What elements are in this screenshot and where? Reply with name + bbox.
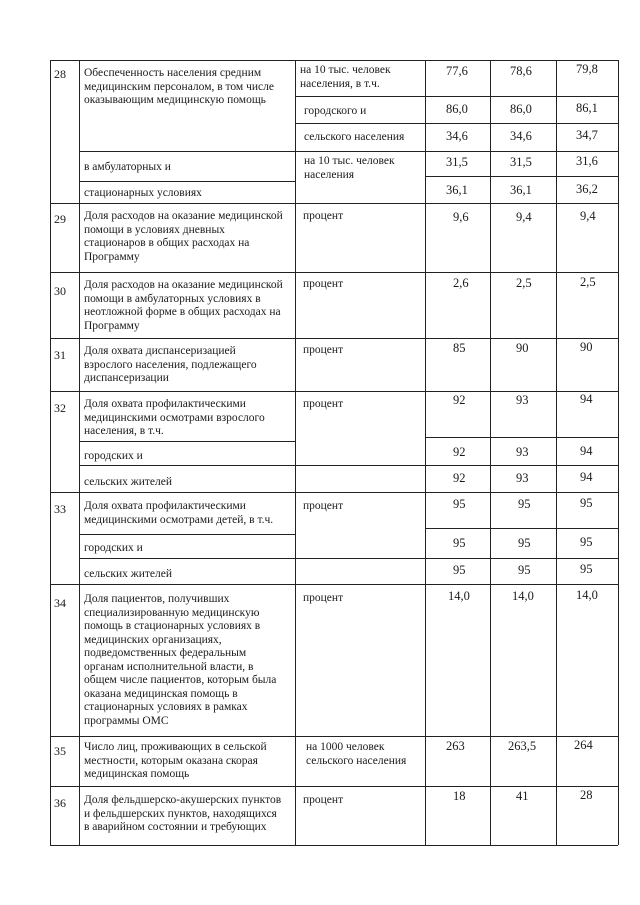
row-line xyxy=(425,176,618,177)
unit-text: городского и xyxy=(304,105,367,117)
value-cell: 2,6 xyxy=(453,276,469,290)
value-cell: 34,7 xyxy=(576,128,598,142)
value-cell: 93 xyxy=(516,393,529,407)
unit-text: сельского населения xyxy=(304,131,405,143)
unit-text: на 10 тыс. человек населения xyxy=(304,155,395,181)
row-number: 30 xyxy=(54,284,66,298)
row-line xyxy=(79,181,295,182)
indicator-text: стационарных условиях xyxy=(84,187,202,199)
value-cell: 31,6 xyxy=(576,154,598,168)
row-line xyxy=(79,441,295,442)
value-cell: 14,0 xyxy=(512,589,534,603)
indicator-text: городских и xyxy=(84,542,143,554)
value-cell: 34,6 xyxy=(446,129,468,143)
row-number: 32 xyxy=(54,401,66,415)
value-cell: 86,0 xyxy=(446,102,468,116)
unit-text: процент xyxy=(303,210,344,222)
table-border-left xyxy=(50,60,51,845)
value-cell: 93 xyxy=(516,471,529,485)
value-cell: 34,6 xyxy=(510,129,532,143)
indicator-text: Доля охвата диспансеризацией взрослого населения, подлежащего диспансеризации xyxy=(84,345,257,384)
value-cell: 94 xyxy=(580,470,593,484)
indicator-text: сельских жителей xyxy=(84,568,173,580)
value-cell: 86,1 xyxy=(576,101,598,115)
row-line xyxy=(50,786,618,787)
column-divider-indicator xyxy=(79,60,80,845)
column-divider-value3 xyxy=(556,60,557,845)
value-cell: 41 xyxy=(516,789,529,803)
column-divider-value1 xyxy=(425,60,426,845)
indicator-text: Доля охвата профилактическими медицинскими осмотрами детей, в т.ч. xyxy=(84,500,274,526)
unit-text: процент xyxy=(303,344,344,356)
value-cell: 9,4 xyxy=(516,210,532,224)
indicator-text: Доля охвата профилактическими медицинскими осмотрами взрослого населения, в т.ч. xyxy=(84,398,265,437)
value-cell: 36,1 xyxy=(446,183,468,197)
row-line xyxy=(79,558,618,559)
value-cell: 264 xyxy=(574,738,593,752)
row-line xyxy=(50,845,618,846)
value-cell: 14,0 xyxy=(576,588,598,602)
row-number: 35 xyxy=(54,744,66,758)
value-cell: 95 xyxy=(453,536,466,550)
row-number: 36 xyxy=(54,796,66,810)
indicator-text: Доля пациентов, получивших специализированную медицинскую помощь в стационарных условиях в медицинских организациях, подведомственных федеральным органам исполнительной власти, в общем числе пациентов, которым была оказана медицинская помощь в стационарных условиях в рамках программы ОМС xyxy=(84,593,277,727)
value-cell: 95 xyxy=(580,535,593,549)
value-cell: 90 xyxy=(516,341,529,355)
value-cell: 31,5 xyxy=(510,155,532,169)
indicator-text: сельских жителей xyxy=(84,476,173,488)
unit-text: процент xyxy=(303,398,344,410)
value-cell: 31,5 xyxy=(446,155,468,169)
value-cell: 94 xyxy=(580,392,593,406)
value-cell: 92 xyxy=(453,445,466,459)
value-cell: 18 xyxy=(453,789,466,803)
row-line xyxy=(79,534,295,535)
indicator-text: Доля фельдшерско-акушерских пунктов и фельдшерских пунктов, находящихся в аварийном состоянии и требующих xyxy=(84,794,282,833)
row-line xyxy=(425,528,618,529)
value-cell: 95 xyxy=(518,563,531,577)
value-cell: 9,6 xyxy=(453,210,469,224)
unit-text: процент xyxy=(303,592,344,604)
value-cell: 94 xyxy=(580,444,593,458)
value-cell: 2,5 xyxy=(516,276,532,290)
row-number: 33 xyxy=(54,502,66,516)
row-line xyxy=(50,584,618,585)
column-divider-unit xyxy=(295,60,296,845)
row-line xyxy=(79,465,618,466)
value-cell: 85 xyxy=(453,341,466,355)
row-line xyxy=(50,338,618,339)
unit-text: процент xyxy=(303,278,344,290)
row-line xyxy=(425,437,618,438)
value-cell: 36,2 xyxy=(576,182,598,196)
value-cell: 95 xyxy=(453,497,466,511)
value-cell: 263 xyxy=(446,739,465,753)
row-number: 28 xyxy=(54,67,66,81)
indicator-text: Обеспеченность населения средним медицинским персоналом, в том числе оказывающим медицинскую помощь xyxy=(84,67,274,106)
unit-text: процент xyxy=(303,794,344,806)
row-line xyxy=(50,391,618,392)
row-line xyxy=(50,272,618,273)
unit-text: на 1000 человек сельского населения xyxy=(306,741,407,767)
value-cell: 9,4 xyxy=(580,209,596,223)
unit-text: на 10 тыс. человек населения, в т.ч. xyxy=(300,64,391,90)
value-cell: 78,6 xyxy=(510,64,532,78)
indicator-text: Число лиц, проживающих в сельской местности, которым оказана скорая медицинская помощь xyxy=(84,741,267,780)
value-cell: 92 xyxy=(453,471,466,485)
row-number: 31 xyxy=(54,348,66,362)
value-cell: 95 xyxy=(518,497,531,511)
value-cell: 95 xyxy=(580,562,593,576)
row-line xyxy=(295,96,618,97)
row-line xyxy=(79,151,618,152)
indicator-text: Доля расходов на оказание медицинской помощи в условиях дневных стационаров в общих расходах на Программу xyxy=(84,210,283,263)
value-cell: 36,1 xyxy=(510,183,532,197)
row-number: 34 xyxy=(54,596,66,610)
indicator-text: в амбулаторных и xyxy=(84,161,171,173)
indicator-text: Доля расходов на оказание медицинской помощи в амбулаторных условиях в неотложной форме в общих расходах на Программу xyxy=(84,279,283,332)
value-cell: 2,5 xyxy=(580,275,596,289)
value-cell: 95 xyxy=(580,496,593,510)
table-border-right xyxy=(618,60,619,845)
row-line xyxy=(295,123,618,124)
row-line xyxy=(50,492,618,493)
value-cell: 77,6 xyxy=(446,64,468,78)
indicator-text: городских и xyxy=(84,450,143,462)
column-divider-value2 xyxy=(490,60,491,845)
value-cell: 90 xyxy=(580,340,593,354)
value-cell: 95 xyxy=(518,536,531,550)
value-cell: 95 xyxy=(453,563,466,577)
row-number: 29 xyxy=(54,212,66,226)
value-cell: 86,0 xyxy=(510,102,532,116)
value-cell: 14,0 xyxy=(448,589,470,603)
unit-text: процент xyxy=(303,500,344,512)
row-line xyxy=(50,60,618,61)
row-line xyxy=(50,203,618,204)
value-cell: 79,8 xyxy=(576,62,598,76)
value-cell: 263,5 xyxy=(508,739,537,753)
value-cell: 28 xyxy=(580,788,593,802)
row-line xyxy=(50,736,618,737)
value-cell: 92 xyxy=(453,393,466,407)
value-cell: 93 xyxy=(516,445,529,459)
